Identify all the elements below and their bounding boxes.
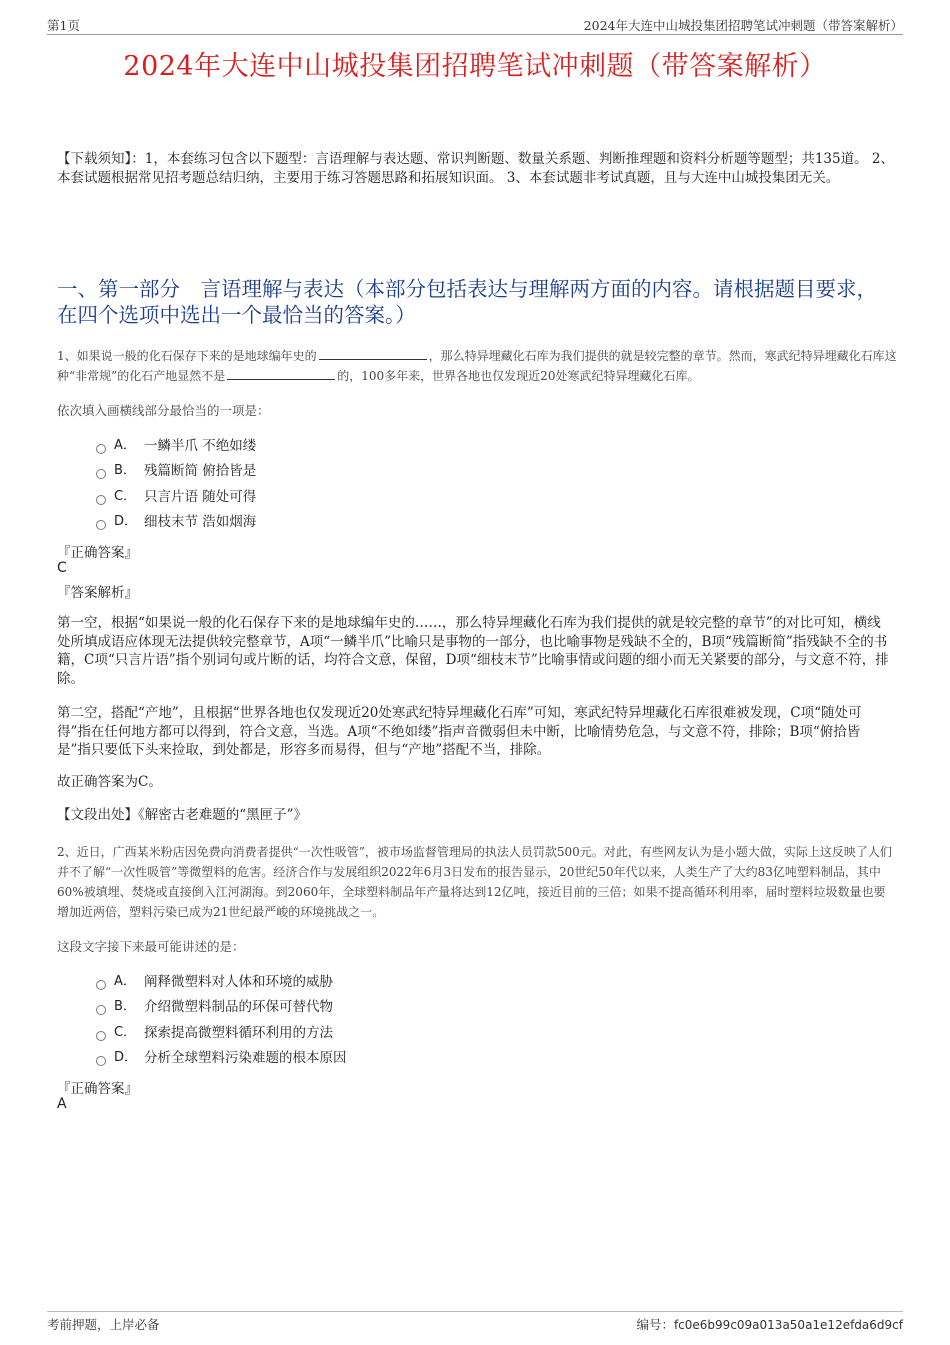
fill-blank-1 bbox=[319, 347, 427, 360]
page-number: 第1页 bbox=[47, 18, 80, 33]
correct-answer: C bbox=[57, 560, 67, 576]
radio-icon[interactable] bbox=[96, 495, 106, 505]
footer-code: 编号：fc0e6b99c09a013a50a1e12efda6d9cf bbox=[636, 1317, 903, 1332]
option-b[interactable]: B． 残篇断简 俯拾皆是 bbox=[96, 459, 256, 485]
question-2-text: 2、近日，广西某米粉店因免费向消费者提供“一次性吸管”，被市场监督管理局的执法人员罚款500元。对此，有些网友认为是小题大做，实际上这反映了人们并不了解“一次性吸管”等微塑料的危害。经济合作与发展组织2022年6月3日发布的报告显示，20世纪50年代以来，人类生产了大约83亿吨塑料制品，其中60%被填埋、焚烧或直接倒入江河湖海。到2060年，全球塑料制品年产量将达到12亿吨，接近目前的三倍；如果不提高循环利用率，届时塑料垃圾数量也要增加近两倍，塑料污染已成为21世纪最严峻的环境挑战之一。 bbox=[57, 845, 892, 919]
answer-label: 『正确答案』 bbox=[57, 545, 138, 561]
analysis-label: 『答案解析』 bbox=[57, 585, 138, 601]
page-header bbox=[47, 14, 903, 35]
option-c[interactable]: C． 探索提高微塑料循环利用的方法 bbox=[96, 1020, 347, 1046]
radio-icon[interactable] bbox=[96, 469, 106, 479]
radio-icon[interactable] bbox=[96, 1031, 106, 1041]
radio-icon[interactable] bbox=[96, 980, 106, 990]
radio-icon[interactable] bbox=[96, 1056, 106, 1066]
radio-icon[interactable] bbox=[96, 1005, 106, 1015]
option-b[interactable]: B． 介绍微塑料制品的环保可替代物 bbox=[96, 995, 347, 1021]
fill-blank-2 bbox=[227, 367, 335, 380]
radio-icon[interactable] bbox=[96, 520, 106, 530]
option-a[interactable]: A． 阐释微塑料对人体和环境的威胁 bbox=[96, 969, 347, 995]
question-1-options bbox=[96, 433, 256, 535]
analysis-conclusion: 故正确答案为C。 bbox=[57, 774, 162, 790]
option-a[interactable]: A． 一鳞半爪 不绝如缕 bbox=[96, 433, 256, 459]
question-2-prompt: 这段文字接下来最可能讲述的是： bbox=[57, 939, 245, 954]
page-footer bbox=[47, 1311, 903, 1332]
analysis-paragraph-1: 第一空，根据“如果说一般的化石保存下来的是地球编年史的……，那么特异埋藏化石库为我们提供的就是较完整的章节”的对比可知，横线处所填成语应体现无法提供较完整章节，A项“一鳞半爪”比喻只是事物的一部分，也比喻事物是残缺不全的，B项“残篇断简”指残缺不全的书籍，C项“只言片语”指个别词句或片断的话，均符合文意，保留，D项“细枝末节”比喻事情或问题的细小而无关紧要的部分，与文意不符，排除。 bbox=[57, 615, 889, 687]
section-title: 一、第一部分 言语理解与表达（本部分包括表达与理解两方面的内容。请根据题目要求，在四个选项中选出一个最恰当的答案。） bbox=[57, 277, 877, 327]
download-notice: 【下载须知】：1，本套练习包含以下题型：言语理解与表达题、常识判断题、数量关系题、判断推理题和资料分析题等题型；共135道。 2、本套试题根据常见招考题总结归纳，主要用于练习答题思路和拓展知识面。 3、本套试题非考试真题，且与大连中山城投集团无关。 bbox=[57, 151, 894, 186]
option-d[interactable]: D． 分析全球塑料污染难题的根本原因 bbox=[96, 1046, 347, 1072]
correct-answer: A bbox=[57, 1096, 67, 1112]
answer-label: 『正确答案』 bbox=[57, 1081, 138, 1097]
question-1-text: 1、如果说一般的化石保存下来的是地球编年史的 ，那么特异埋藏化石库为我们提供的就是较完整的章节。然而，寒武纪特异埋藏化石库这种“非常规”的化石产地显然不是 的，100多年来，世界各地也仅发现近20处寒武纪特异埋藏化石库。 bbox=[57, 349, 897, 383]
question-1-prompt: 依次填入画横线部分最恰当的一项是： bbox=[57, 403, 270, 418]
option-c[interactable]: C． 只言片语 随处可得 bbox=[96, 484, 256, 510]
analysis-paragraph-2: 第二空，搭配“产地”，且根据“世界各地也仅发现近20处寒武纪特异埋藏化石库”可知，寒武纪特异埋藏化石库很难被发现，C项“随处可得”指在任何地方都可以得到，符合文意，当选。A项“不绝如缕”指声音微弱但未中断，比喻情势危急，与文意不符，排除；B项“俯拾皆是”指只要低下头来捡取，到处都是，形容多而易得，但与“产地”搭配不当，排除。 bbox=[57, 705, 862, 758]
question-2-options bbox=[96, 969, 347, 1071]
option-d[interactable]: D． 细枝末节 浩如烟海 bbox=[96, 510, 256, 536]
document-title: 2024年大连中山城投集团招聘笔试冲刺题（带答案解析） bbox=[123, 51, 827, 82]
footer-slogan: 考前押题，上岸必备 bbox=[47, 1317, 160, 1332]
header-doc-title: 2024年大连中山城投集团招聘笔试冲刺题（带答案解析） bbox=[583, 18, 903, 33]
passage-source: 【文段出处】《解密古老难题的“黑匣子”》 bbox=[57, 807, 308, 823]
radio-icon[interactable] bbox=[96, 444, 106, 454]
